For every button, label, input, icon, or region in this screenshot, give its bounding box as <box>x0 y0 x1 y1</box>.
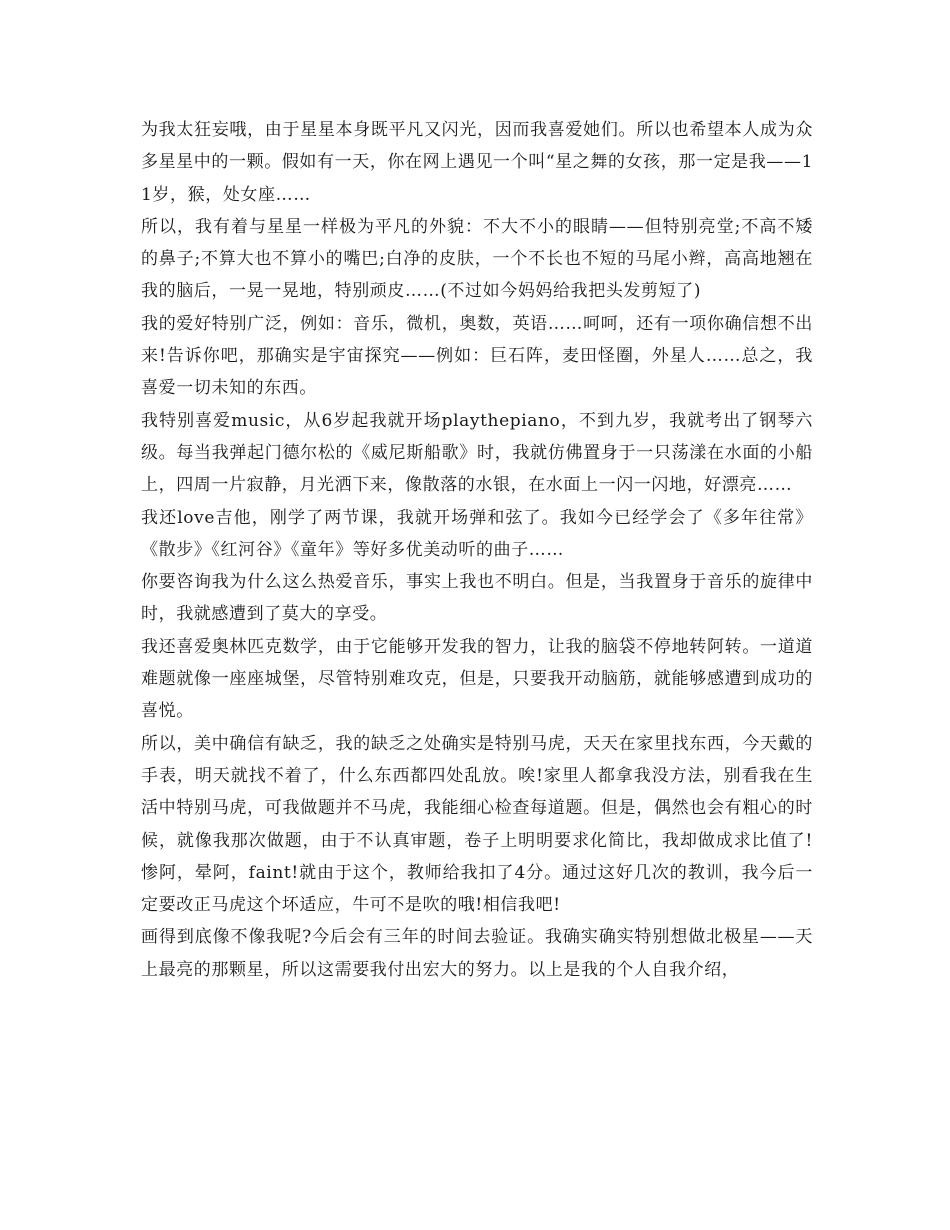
paragraph-3: 我的爱好特别广泛，例如：音乐，微机，奥数，英语……呵呵，还有一项你确信想不出来!告诉你吧，那确实是宇宙探究——例如：巨石阵，麦田怪圈，外星人……总之，我喜爱一切未知的东西。 <box>141 313 813 399</box>
paragraph-8: 所以，美中确信有缺乏，我的缺乏之处确实是特别马虎，天天在家里找东西，今天戴的手表，明天就找不着了，什么东西都四处乱放。唉!家里人都拿我没方法，别看我在生活中特别马虎，可我做题并不马虎，我能细心检查每道题。但是，偶然也会有粗心的时候，就像我那次做题，由于不认真审题，卷子上明明要求化简比，我却做成求比值了!惨阿，晕阿，faint!就由于这个，教师给我扣了4分。通过这好几次的教训，我今后一定要改正马虎这个坏适应，牛可不是吹的哦!相信我吧! <box>141 733 813 916</box>
paragraph-5: 我还love吉他，刚学了两节课，我就开场弹和弦了。我如今已经学会了《多年往常》《散步》《红河谷》《童年》等好多优美动听的曲子…… <box>141 507 813 560</box>
paragraph-7: 我还喜爱奥林匹克数学，由于它能够开发我的智力，让我的脑袋不停地转阿转。一道道难题就像一座座城堡，尽管特别难攻克，但是，只要我开动脑筋，就能够感遭到成功的喜悦。 <box>141 636 813 722</box>
paragraph-6: 你要咨询我为什么这么热爱音乐，事实上我也不明白。但是，当我置身于音乐的旋律中时，我就感遭到了莫大的享受。 <box>141 572 813 625</box>
paragraph-2: 所以，我有着与星星一样极为平凡的外貌：不大不小的眼睛——但特别亮堂;不高不矮的鼻子;不算大也不算小的嘴巴;白净的皮肤，一个不长也不短的马尾小辫，高高地翘在我的脑后，一晃一晃地，特别顽皮……(不过如今妈妈给我把头发剪短了) <box>141 216 813 302</box>
document-body <box>141 114 813 986</box>
paragraph-9: 画得到底像不像我呢?今后会有三年的时间去验证。我确实确实特别想做北极星——天上最亮的那颗星，所以这需要我付出宏大的努力。以上是我的个人自我介绍， <box>141 927 813 980</box>
paragraph-4: 我特别喜爱music，从6岁起我就开场playthepiano，不到九岁，我就考出了钢琴六级。每当我弹起门德尔松的《威尼斯船歌》时，我就仿佛置身于一只荡漾在水面的小船上，四周一片寂静，月光洒下来，像散落的水银，在水面上一闪一闪地，好漂亮…… <box>141 410 813 496</box>
paragraph-1: 为我太狂妄哦，由于星星本身既平凡又闪光，因而我喜爱她们。所以也希望本人成为众多星星中的一颗。假如有一天，你在网上遇见一个叫“星之舞的女孩，那一定是我——11岁，猴，处女座…… <box>141 120 813 205</box>
